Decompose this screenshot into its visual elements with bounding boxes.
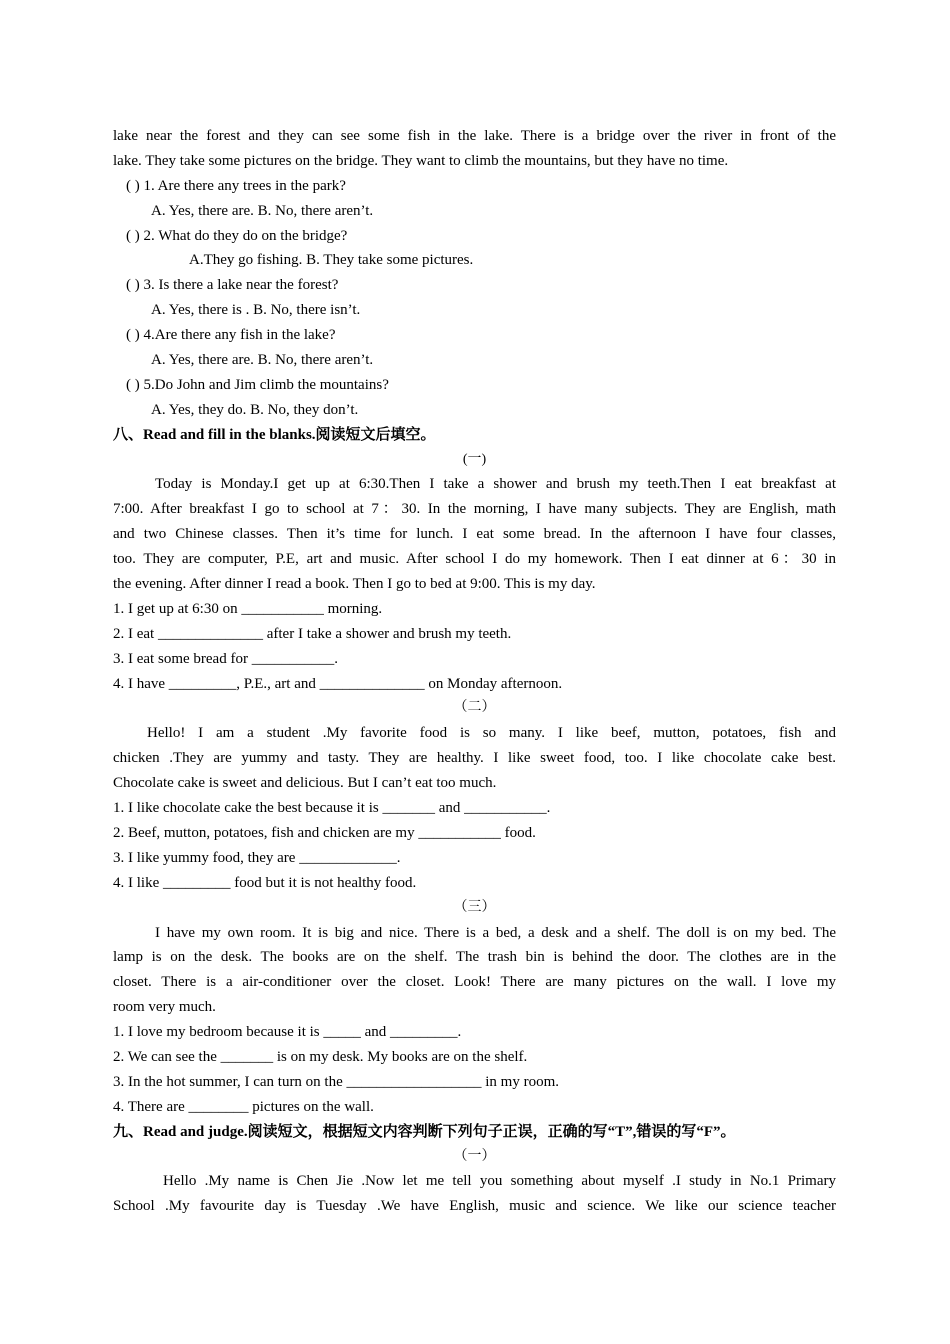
fill-question: 3. In the hot summer, I can turn on the __________________ in my room. bbox=[113, 1073, 560, 1090]
fill-question: 3. I like yummy food, they are _____________. bbox=[113, 849, 401, 866]
passage-line: room very much. bbox=[113, 999, 216, 1016]
passage-line: lamp is on the desk. The books are on the shelf. The trash bin is behind the door. The clothes are in the bbox=[113, 949, 836, 966]
passage-line: School .My favourite day is Tuesday .We have English, music and science. We like our science teacher bbox=[113, 1198, 836, 1215]
passage-line: I have my own room. It is big and nice. There is a bed, a desk and a shelf. The doll is on my bed. The bbox=[155, 924, 836, 941]
passage-line: lake near the forest and they can see some fish in the lake. There is a bridge over the river in front of the bbox=[113, 128, 836, 144]
fill-question: 4. I have _________, P.E., art and ______________ on Monday afternoon. bbox=[113, 675, 563, 692]
question-2: ( ) 2. What do they do on the bridge? bbox=[126, 227, 348, 244]
passage-line: too. They are computer, P.E, art and music. After school I do my homework. Then I eat dinner at 6：30 in bbox=[113, 551, 836, 568]
question-1-options: A. Yes, there are. B. No, there aren’t. bbox=[151, 202, 374, 219]
fill-question: 3. I eat some bread for ___________. bbox=[113, 650, 338, 667]
question-5: ( ) 5.Do John and Jim climb the mountains? bbox=[126, 376, 389, 393]
passage-line: Hello! I am a student .My favorite food is so many. I like beef, mutton, potatoes, fish and bbox=[147, 725, 836, 742]
section-8-part-2-label: （二） bbox=[453, 700, 496, 716]
passage-line: Chocolate cake is sweet and delicious. But I can’t eat too much. bbox=[113, 775, 497, 792]
passage-line: Today is Monday.I get up at 6:30.Then I take a shower and brush my teeth.Then I eat breakfast at bbox=[155, 476, 836, 493]
section-8-heading: 八、Read and fill in the blanks.阅读短文后填空。 bbox=[113, 426, 436, 443]
passage-line: Hello .My name is Chen Jie .Now let me tell you something about myself .I study in No.1 Primary bbox=[163, 1173, 836, 1190]
section-8-part-3-label: （三） bbox=[453, 899, 496, 915]
fill-question: 1. I get up at 6:30 on ___________ morning. bbox=[113, 600, 383, 617]
fill-question: 1. I love my bedroom because it is _____ and _________. bbox=[113, 1024, 462, 1041]
question-3-options: A. Yes, there is . B. No, there isn’t. bbox=[151, 302, 361, 319]
question-4: ( ) 4.Are there any fish in the lake? bbox=[126, 327, 336, 344]
question-2-options: A.They go fishing. B. They take some pictures. bbox=[189, 252, 474, 269]
passage-line: chicken .They are yummy and tasty. They are healthy. I like sweet food, too. I like chocolate cake best. bbox=[113, 750, 836, 767]
fill-question: 2. Beef, mutton, potatoes, fish and chicken are my ___________ food. bbox=[113, 824, 536, 841]
passage-line: the evening. After dinner I read a book. Then I go to bed at 9:00. This is my day. bbox=[113, 576, 596, 593]
passage-line: and two Chinese classes. Then it’s time for lunch. I eat some bread. In the afternoon I have four classes, bbox=[113, 526, 836, 543]
passage-line: 7:00. After breakfast I go to school at 7：30. In the morning, I have many subjects. They are English, math bbox=[113, 501, 836, 518]
passage-line: closet. There is a air-conditioner over the closet. Look! There are many pictures on the wall. I love my bbox=[113, 974, 836, 991]
fill-question: 2. I eat ______________ after I take a shower and brush my teeth. bbox=[113, 625, 512, 642]
fill-question: 2. We can see the _______ is on my desk. My books are on the shelf. bbox=[113, 1048, 528, 1065]
worksheet-page bbox=[113, 124, 836, 1219]
section-9-part-1-label: （一） bbox=[453, 1148, 496, 1164]
section-8-part-1-label: (一) bbox=[462, 451, 487, 467]
section-9-heading: 九、Read and judge.阅读短文，根据短文内容判断下列句子正误，正确的写“T”,错误的写“F”。 bbox=[113, 1123, 736, 1140]
question-3: ( ) 3. Is there a lake near the forest? bbox=[126, 277, 339, 294]
fill-question: 4. There are ________ pictures on the wall. bbox=[113, 1098, 374, 1115]
passage-line: lake. They take some pictures on the bridge. They want to climb the mountains, but they have no time. bbox=[113, 152, 729, 169]
question-4-options: A. Yes, there are. B. No, there aren’t. bbox=[151, 352, 374, 369]
question-1: ( ) 1. Are there any trees in the park? bbox=[126, 177, 346, 194]
fill-question: 4. I like _________ food but it is not healthy food. bbox=[113, 874, 417, 891]
question-5-options: A. Yes, they do. B. No, they don’t. bbox=[151, 401, 359, 418]
fill-question: 1. I like chocolate cake the best because it is _______ and ___________. bbox=[113, 800, 551, 817]
